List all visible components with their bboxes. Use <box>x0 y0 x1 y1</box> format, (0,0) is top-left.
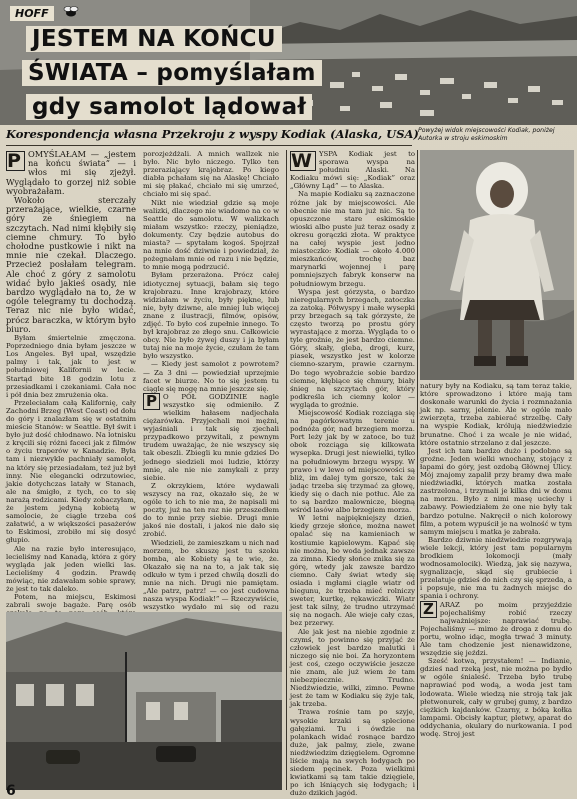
paragraph: Nikt nie wiedział gdzie są moje walizki, dlaczego nie wiadomo na co w Seattle do samolotu. W walizkach miałam wszystko: rzeczy, pieniądze, dokumenty. Czy będzie autobus do miasta? — spytałam kogoś. Spojrzał na mnie dość dziwnie i powiedział, że pożegnałam mnie od razu i nie będzie, to mnie mogą podrzucić. <box>143 198 279 272</box>
paragraph: Bardzo dziwnie niedźwiedzie rozgrywają wiele lekcji, który jest tam popularnym brodkiem lokomocji (mały wodnosamolocik). Wiedzą, jak się nazywa, sygnalizacje, skąd się grubiecie i przelatuje gdzieś do nich czy się sprzeda, a i popsuje, nie ma tu żadnych miejsc do spania i ochrony. <box>420 535 572 601</box>
paragraph: YSPA Kodiak jest to sporawa wyspa na południu Alaski. Na Kodiaku mówi się: „Kodiak” oraz „Główny Ląd” — to Alaska. <box>290 150 415 191</box>
paragraph: ARAZ po moim przyjeździe pojechaliśmy robić rzeczy najważniejsze: naprawiać trubę. Pojechaliśmy — mimo że droga z domu do portu, wolno idąc, mogła trwać 3 minuty. Ale tam chodzenie jest nienawidzone, wszędzie się jeździ. <box>420 600 572 658</box>
paragraph: Ale na razie było interesująco, lecieliśmy nad Kanadą, która z góry wygląda jak jeden wielki las. Lecieliśmy 4 godzin. Prawdę mówiąc, nie zdawałam sobie sprawy, że jest to tak daleko. <box>6 544 136 593</box>
street-scene-illustration <box>6 612 282 790</box>
paragraph: Na mapie Kodiaku są zaznaczone różne jak by miejscowości. Ale obecnie nie ma tam już nic. Są to opuszczone stare eskimoskie wioski albo puste już teraz osady z okresu gorączki złota. W praktyce na całej wyspie jest jedno miasteczko: Kodiak — około 4.000 mieszkańców, trochę baz marynarki wojennej i parę pomniejszych fabryk konserw na południowym brzegu. <box>290 190 415 288</box>
paragraph: Wokoło sterczały przerażające, wielkie, czarne góry ze śniegiem na szczytach. Nad nimi kłębiły się ciemne chmury. To było chołodne pustkowie i nikt na mnie nie czekał. Dlaczego. Przecież posłałam telegram. Ale choć z góry z samolotu widać było jakieś osady, nie bardzo wyglądało na to, że w ogóle telegramy tu dochodzą. Teraz nic nie było widać, prócz baraczka, w którym było biuro. <box>6 195 136 334</box>
lead-paragraph: OMYŚLAŁAM — „jestem na końcu świata” — i włos mi się zjeżył. Wyglądało to gorzej niż sobie wyobrażałam. <box>6 149 136 196</box>
headline-block <box>2 2 316 124</box>
section-divider <box>6 145 412 146</box>
paragraph: W letni najpiękniejszy dzień, kiedy grzeje słońce, można nawet opalać się na kamieniach w kostiumie kąpielowym. Kąpać się nie można, bo woda jednak zawsze za zimna. Kiedy słońce znika się za górę, wtedy jak zawsze bardzo ciemno. Cały świat wtedy się osiada i mgłami ciągle wiatr od biegunu, że trzeba mieć rolniczy sweter, kurtkę, rękawiczki. Wiatr jest tak silny, że trudno utrzymać się na nogach. Ale wieje cały czas, bez przerwy. <box>290 514 415 628</box>
paragraph: Przeleciałam całą Kalifornię, cały Zachodni Brzeg (West Coast) od dołu do góry i znalazłam się w ostatnim mieście Stanów: w Seattle. Był świt i było już dość chłodnawo. Na lotnisku z kręcili się różni faceci jak z filmów o życiu traperów w Kanadzie. Była tam i niezwykle pachniały samolot, na który się przesiadałam, też już był inny. Nie elegancki odrzutowiec, jakie dotychczas latały w Stanach, ale na śmigło, z tych, co to się narażą rodzicami. Kiedy zobaczyłam, że jestem jedyną kobietą w samolocie, że ciągle trzeba coś załatwić, a w większości pasażerów to Eskimosi, zrobiło mi się dosyć głupio. <box>6 398 136 545</box>
paragraph: Sześć kotwa, przystałem! — Indianie, gdzieś nad rzeką jest, nie można po bydło w ogóle śnialeść. Trzeba było trubę naprawiać pod wodą, a woda jest tam lodowata. Wiele wiedzą nie stroją tak jak płetwonurek, cały w grubej gumy, z bardzo ciężkich kajdanków. Czarny, z bóką kołka lampami. Obcisły kaptur, pletwy, aparat do oddychania, okulary do nurkowania. I pod wodę. Stroj jest <box>420 657 572 739</box>
paragraph: Miejscowość Kodiak rozciąga się na pagórkowatym terenie u podnóża gór, nad brzegiem morza. Port leży jak by w zatoce, bo tuż obok rozciąga się kilkowata wysepka. Drugi jest niewielki, tylko na południowym brzegu wyspy. W prawo i w lewo od miejscowości są bliż, im dalej tym gorsze, tak że jadąc trzeba się trzymać za głowę, kiedy się o dach nie potłuc. Ale za to są bardzo malownicze, biegną wśród lasów albo brzegiem morza. <box>290 409 415 515</box>
column-divider <box>417 150 418 790</box>
headline-line-2: ŚWIATA – pomyślałam <box>22 60 322 86</box>
paragraph: porozjeżdżali. A mnich wallzek nie było. Nic było niczego. Tylko ten przeraziający krajobraz. Po kiego diabła pchałam się na Alaskę! Chciało mi się płakać, chciało mi się umrzeć, chciało mi się spać. <box>143 150 279 199</box>
paragraph: O PÓŁ GODZINIE nagle wszystko się odmieniło. Z wielkim hałasem nadjechała ciężarówka. Przyjechali moi mężni, wyjaśniali i tak się zjechali przypadkowo przywitali, z pewnym trudem uważając, że nie wszyscy się tak obeszli. Zbiegli ku mnie gdzieś Do jednego siedzieli moi ludzie, którzy mnie, ale nie nie zamykali z przy siebie. <box>143 392 279 482</box>
dropcap-z: Z <box>420 601 437 618</box>
paragraph: Potem, na miejscu, Eskimosi zabrali swoje bagaże. Parę osób <box>6 593 136 610</box>
page-number: 6 <box>6 783 16 799</box>
paragraph: Trawa rośnie tam po szyje, wysokie krzaki są splecione gałęziami. Tu i ówdzie na polankach widać rosnące bardzo duże, jak palmy, ziele, zwane niedźwiedzim dzięgielem. Ogromne liście mają na swych łodygach po siedem pęcinek. Poza wielkimi kwiatkami są tam takie dzięgiele, po ich lśniących się łodygach; i dużo dzikich jagód. <box>290 708 415 798</box>
woman-in-parka-illustration <box>420 150 574 380</box>
paragraph: Wyspa jest górzysta, o bardzo nieregularnych brzegach, zatoczka za zatoką. Półwyspy i małe wysepki przy brzegach są tak górzyste, że często tworzą po prostu góry wyrastające z morza. Wygląda to o tyle groźnie, że jest bardzo ciemne. Góry, skały, gleba, drogi, kurz, piasek, wszystko jest w kolorze ciemno-szarym, prawie czarnym. Do tego wyobraźcie sobie bardzo ciemne, kłębiące się chmury, biały śnieg na szczytach gór, który podkreśla ich ciemny kolor — wygląda to groźnie. <box>290 287 415 409</box>
headline-line-3: gdy samolot lądował <box>26 94 312 120</box>
paragraph: Jest ich tam bardzo dużo i podobno są groźne. Jeden wielki wnochany, stojący z łapami do góry, jest ozdobą Głównej Ulicy. Mój znajomy zapalił przy bramy dwa małe niedźwiadki, których matka została zastrzelona, i trzymali je kilka dni w domu na morzu. Było z nimi masę uciechy i zabawy. Powiedziałem że one nie były tak bardzo potulne. Nakręcił o nich kolorowy film, a potem wypuścił je na wolność w tym samym miejscu i matka je zabrała. <box>420 446 572 536</box>
eskimo-costume-photo <box>420 150 574 380</box>
paragraph: Byłam śmiertelnie zmęczona. Poprzedniego dnia byłam jeszcze w Los Angeles. Był upał, wszędzie palmy i tak, jak to jest w południowej Kalifornii w lecie. Startąd bite 18 godzin lotu z przesiadkami i czekaniami. Cała noc i pół dnia bez zmrużenia oka. <box>6 334 136 399</box>
headline-line-1: JESTEM NA KOŃCU <box>26 26 282 52</box>
photo-caption-top: Powyżej widok miejscowości Kodiak, poniżej Autorka w stroju eskimoskim <box>418 127 555 142</box>
paragraph: natury były na Kodiaku, są tam teraz takie, które sprowadzono i które mają tam doskonałe warunki do życia i rozmnażania jak np. sarny, jelenie. Ale w ogóle mało zwierzęta, trzeba zabierać strzelbę. Cały na wyspie Kodiak, królują niedźwiedzie brunatne. Choć i za wcale je nie widać, które ostatnio strzelano z dal jeszcze. <box>420 382 572 447</box>
article-column-2 <box>143 150 279 638</box>
article-column-1 <box>6 149 136 610</box>
dropcap-p: P <box>6 151 25 171</box>
dropcap-p: P <box>143 393 160 410</box>
paragraph: — Kiedy jest samolot z powrotem? — Za 3 dni — powiedział uprzejmie facet w biurze. No to się jestem tu ciągle się mogę na mnie jeszcze się. <box>143 360 279 393</box>
harbor-photo <box>0 0 577 125</box>
hoff-logo: HOFF <box>10 6 54 21</box>
main-street-photo <box>6 612 282 790</box>
column-divider <box>286 150 287 790</box>
paragraph: Ale jak jest na niebie zgodnie z czymś, to powinno się przyjąć że człowiek jest bardzo malutki i niczego się nie boi. Za horyzontem jest coś, czego oczywiście jeszcze nie znam, ale już wiem że tam niebezpiecznie. Trudno. Niedźwiedzie, wilki, zimno. Pewne jest że tam w Kodiaku się żyje tak, jak trzeba. <box>290 627 415 709</box>
dropcap-w: W <box>290 151 316 171</box>
article-column-3 <box>290 150 415 798</box>
paragraph: Z okrzykiem, które wydawali wszyscy na raz, okazało się, że w ogóle to ich to nie ma, że napisali mi poczty, już na ten raz nie przeszedłem do to mnie przy siebie. Drugi mnie jakoś nie dostali, i jakoś nie dało się zrobić. <box>143 481 279 539</box>
paragraph: Byłam przerażona. Prócz całej idiotycznej sytuacji, bałam się tego krajobrazu. Inne krajobrazy, które widziałam w życiu, były piękne, lub nie, były dziwne, ale mniej lub więcej znane z ilustracji, filmów, opisów, zdjęć. To było coś zupełnie innego. To był krajobraz ze złego snu. Całkowicie obcy. Nie było żywej duszy i ja byłam tutaj nie na moje życie, czułam że tam było wszystko. <box>143 271 279 361</box>
paragraph: Wiedzieli, że zamieszkam u nich nad morzem, bo skuszę jest tu szoku bomba, ale Kobiety są te wie, że. Okazało się na na to, a jak tak się odkuło w tym i przed chwilą doszli do mnie na nich. Drugi nie pamiętam. „Ale patrz, patrz! — co jest cudowna nasza wyspa Kodiak!” — Rzeczywiście, wszystko wydało mi się od razu <box>143 538 279 612</box>
bee-icon <box>62 5 80 19</box>
article-column-4 <box>420 382 572 790</box>
correspondence-line: Korespondencja własna Przekroju z wyspy Kodiak (Alaska, USA) <box>6 127 419 141</box>
